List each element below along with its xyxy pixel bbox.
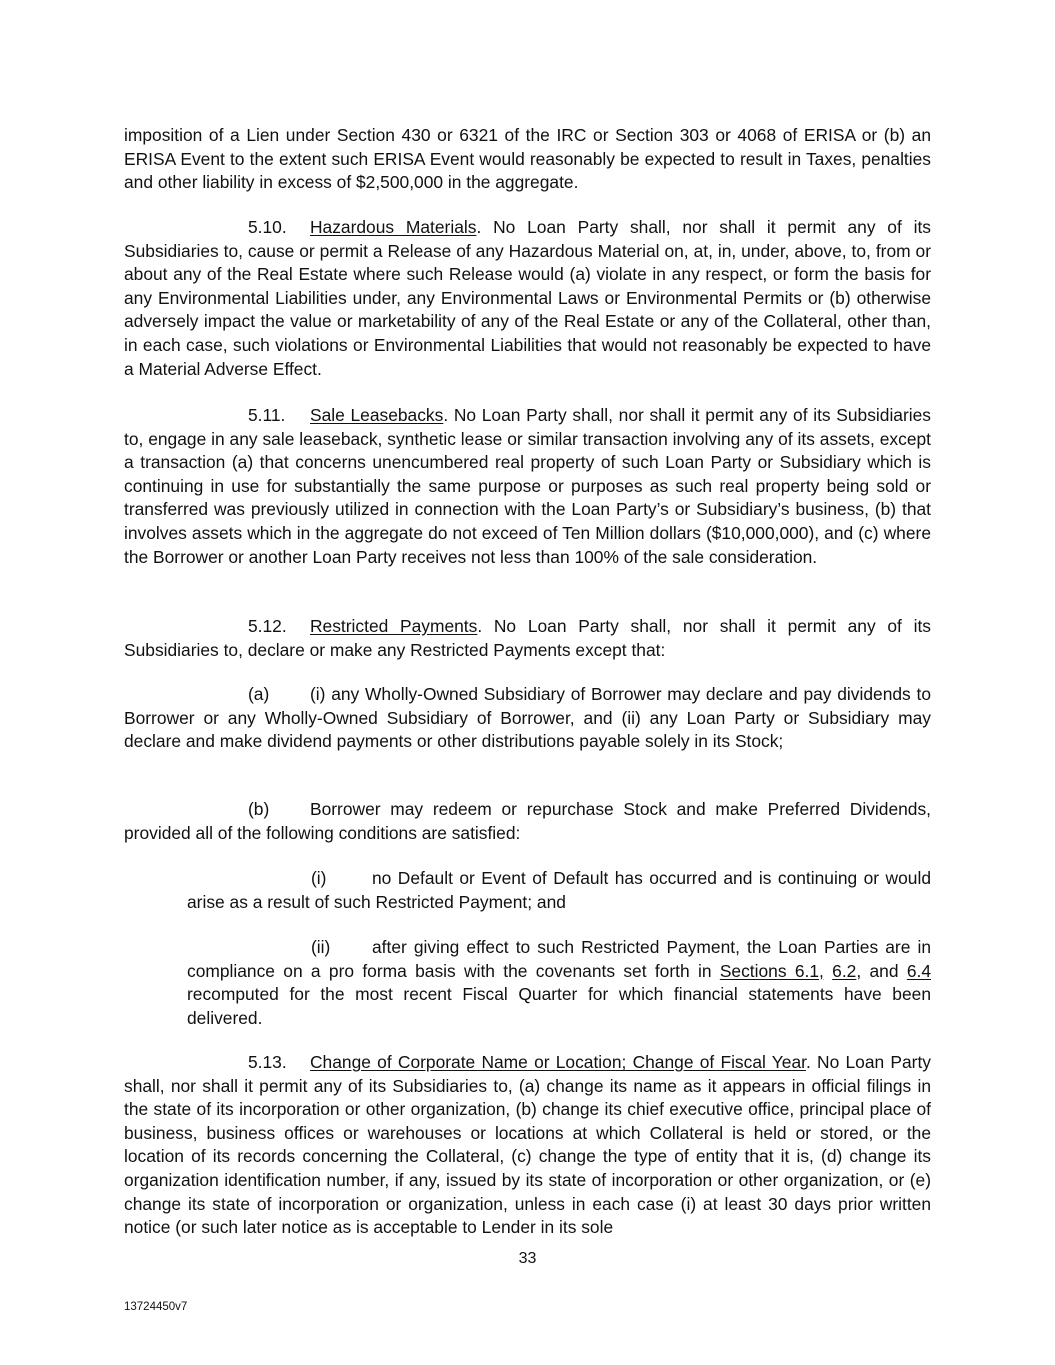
section-heading: Change of Corporate Name or Location; Change of Fiscal Year	[310, 1052, 806, 1072]
section-text: . No Loan Party shall, nor shall it permit any of its Subsidiaries to, engage in any sale leaseback, synthetic lease or similar transaction involving any of its assets, except a transaction (a) that concerns unencumbered real property of such Loan Party or Subsidiary which is continuing in use for substantially the same purpose or purposes as such real property being sold or transferred was previously utilized in connection with the Loan Party’s or Subsidiary’s business, (b) that involves assets which in the aggregate do not exceed of Ten Million dollars ($10,000,000), and (c) where the Borrower or another Loan Party receives not less than 100% of the sale consideration.	[124, 405, 932, 567]
intro-paragraph	[124, 124, 931, 195]
separator-text	[824, 961, 832, 981]
page-number: 33	[518, 1250, 537, 1267]
clause-label: (b)	[248, 799, 270, 819]
subclause-text-before: after giving effect to such Restricted Payment, the Loan Parties are in compliance on a pro forma basis with the covenants set forth in	[187, 937, 931, 981]
section-reference-link: 6.4	[906, 960, 931, 981]
subclause-ii	[187, 936, 931, 1030]
separator-text: , and	[856, 960, 907, 981]
clause-text: Borrower may redeem or repurchase Stock and make Preferred Dividends, provided all of the following conditions are satisfied:	[124, 799, 931, 843]
section-text: . No Loan Party shall, nor shall it permit any of its Subsidiaries to, cause or permit a Release of any Hazardous Material on, at, in, under, above, to, from or about any of the Real Estate where such Release would (a) violate in any respect, or form the basis for any Environmental Liabilities under, any Environmental Laws or Environmental Permits or (b) otherwise adversely impact the value or marketability of any of the Real Estate or any of the Collateral, other than, in each case, such violations or Environmental Liabilities that would not reasonably be expected to have a Material Adverse Effect.	[124, 217, 931, 379]
section-text: . No Loan Party shall, nor shall it permit any of its Subsidiaries to, declare or make any Restricted Payments except that:	[124, 616, 931, 660]
section-number: 5.10.	[248, 217, 287, 237]
section-heading: Sale Leasebacks	[310, 405, 444, 425]
section-number: 5.11.	[248, 405, 286, 425]
section-heading: Restricted Payments	[310, 616, 478, 636]
subclause-text: no Default or Event of Default has occurred and is continuing or would arise as a result of such Restricted Payment; and	[187, 868, 931, 912]
section-reference-link: Sections 6.1,	[719, 960, 824, 981]
section-5-11	[124, 404, 931, 569]
subclause-text-after: recomputed for the most recent Fiscal Quarter for which financial statements have been delivered.	[187, 984, 931, 1028]
clause-label: (a)	[248, 684, 270, 704]
subclause-label: (i)	[311, 868, 327, 888]
section-reference-link: 6.2	[832, 960, 857, 981]
subclause-label: (ii)	[311, 937, 331, 957]
section-heading: Hazardous Materials	[310, 217, 477, 237]
section-number: 5.13.	[248, 1052, 287, 1072]
section-number: 5.12.	[248, 616, 287, 636]
section-5-12	[124, 615, 931, 662]
clause-text: (i) any Wholly-Owned Subsidiary of Borrower may declare and pay dividends to Borrower or any Wholly-Owned Subsidiary of Borrower, and (ii) any Loan Party or Subsidiary may declare and make dividend payments or other distributions payable solely in its Stock;	[124, 684, 931, 752]
section-5-13	[124, 1051, 931, 1240]
section-5-10	[124, 216, 931, 381]
clause-b	[124, 798, 931, 845]
section-text: . No Loan Party shall, nor shall it permit any of its Subsidiaries to, (a) change its name as it appears in official filings in the state of its incorporation or other organization, (b) change its chief executive office, principal place of business, business offices or warehouses or locations at which Collateral is held or stored, or the location of its records concerning the Collateral, (c) change the type of entity that it is, (d) change its organization identification number, if any, issued by its state of incorporation or other organization, or (e) change its state of incorporation or organization, unless in each case (i) at least 30 days prior written notice (or such later notice as is acceptable to Lender in its sole	[124, 1052, 931, 1238]
intro-text: imposition of a Lien under Section 430 or 6321 of the IRC or Section 303 or 4068 of ERISA or (b) an ERISA Event to the extent such ERISA Event would reasonably be expected to result in Taxes, penalties and other liability in excess of $2,500,000 in the aggregate.	[124, 125, 931, 193]
document-id: 13724450v7	[124, 1301, 188, 1313]
subclause-i	[187, 867, 931, 914]
clause-a	[124, 683, 931, 754]
